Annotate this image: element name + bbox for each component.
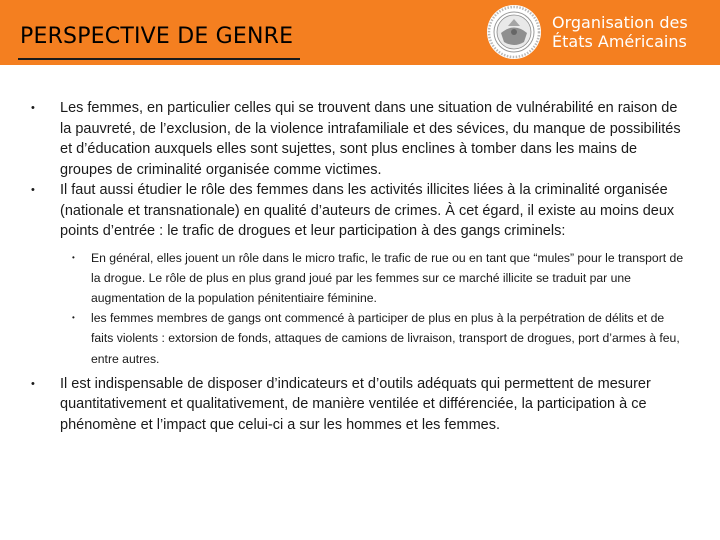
bullet-dot: • [72, 252, 75, 262]
organization-name-line2: États Américains [552, 32, 687, 51]
bullet-text: Il faut aussi étudier le rôle des femmes dans les activités illicites liées à la criminalité organisée (nationale et transnationale) en qualité d’auteurs de crimes. À cet égard, il existe au moins deux points d’entrée : le trafic de drogues et leur participation à des gangs criminels: [60, 182, 675, 239]
bullet-text: Les femmes, en particulier celles qui se trouvent dans une situation de vulnérabilité en raison de la pauvreté, de l’exclusion, de la violence intrafamiliale et des sévices, du manque de possibilités et d’éducation auxquels elles sont sujettes, sont plus enclines à tomber dans les mains de groupes de criminalité organisée comme victimes. [60, 100, 681, 178]
bullet-dot: • [31, 184, 35, 196]
bullet-text: Il est indispensable de disposer d’indicateurs et d’outils adéquats qui permettent de mesurer quantitativement et qualitativement, de manière ventilée et différenciée, la participation à ce phénomène et l’impact que celui-ci a sur les hommes et les femmes. [60, 375, 651, 433]
organization-name-line1: Organisation des [552, 13, 688, 32]
bullet-item [31, 98, 690, 180]
sub-bullet-item [72, 248, 688, 309]
sub-bullet-list [0, 248, 720, 369]
sub-bullet-text: En général, elles jouent un rôle dans le micro trafic, le trafic de rue ou en tant que “mules” pour le transport de la drogue. Le rôle de plus en plus grand joué par les femmes sur ce marché illicite se traduit par une augmentation de la population pénitentiaire féminine. [91, 250, 684, 305]
bullet-dot: • [31, 102, 35, 114]
bullet-dot: • [72, 313, 75, 323]
title-underline [18, 58, 300, 60]
bullet-dot: • [31, 377, 35, 390]
page-title: PERSPECTIVE DE GENRE [20, 24, 294, 49]
oas-seal-icon [486, 4, 542, 60]
bullet-item [31, 180, 690, 242]
sub-bullet-text: les femmes membres de gangs ont commencé à participer de plus en plus à la perpétration de délits et de faits violents : extorsion de fonds, attaques de camions de livraison, transport de drogues, port d’armes à feu, entre autres. [91, 311, 680, 366]
bullet-item [31, 374, 690, 436]
slide-content [0, 98, 720, 435]
sub-bullet-item [72, 308, 688, 369]
header-bar [0, 0, 720, 65]
organization-name [552, 13, 688, 51]
